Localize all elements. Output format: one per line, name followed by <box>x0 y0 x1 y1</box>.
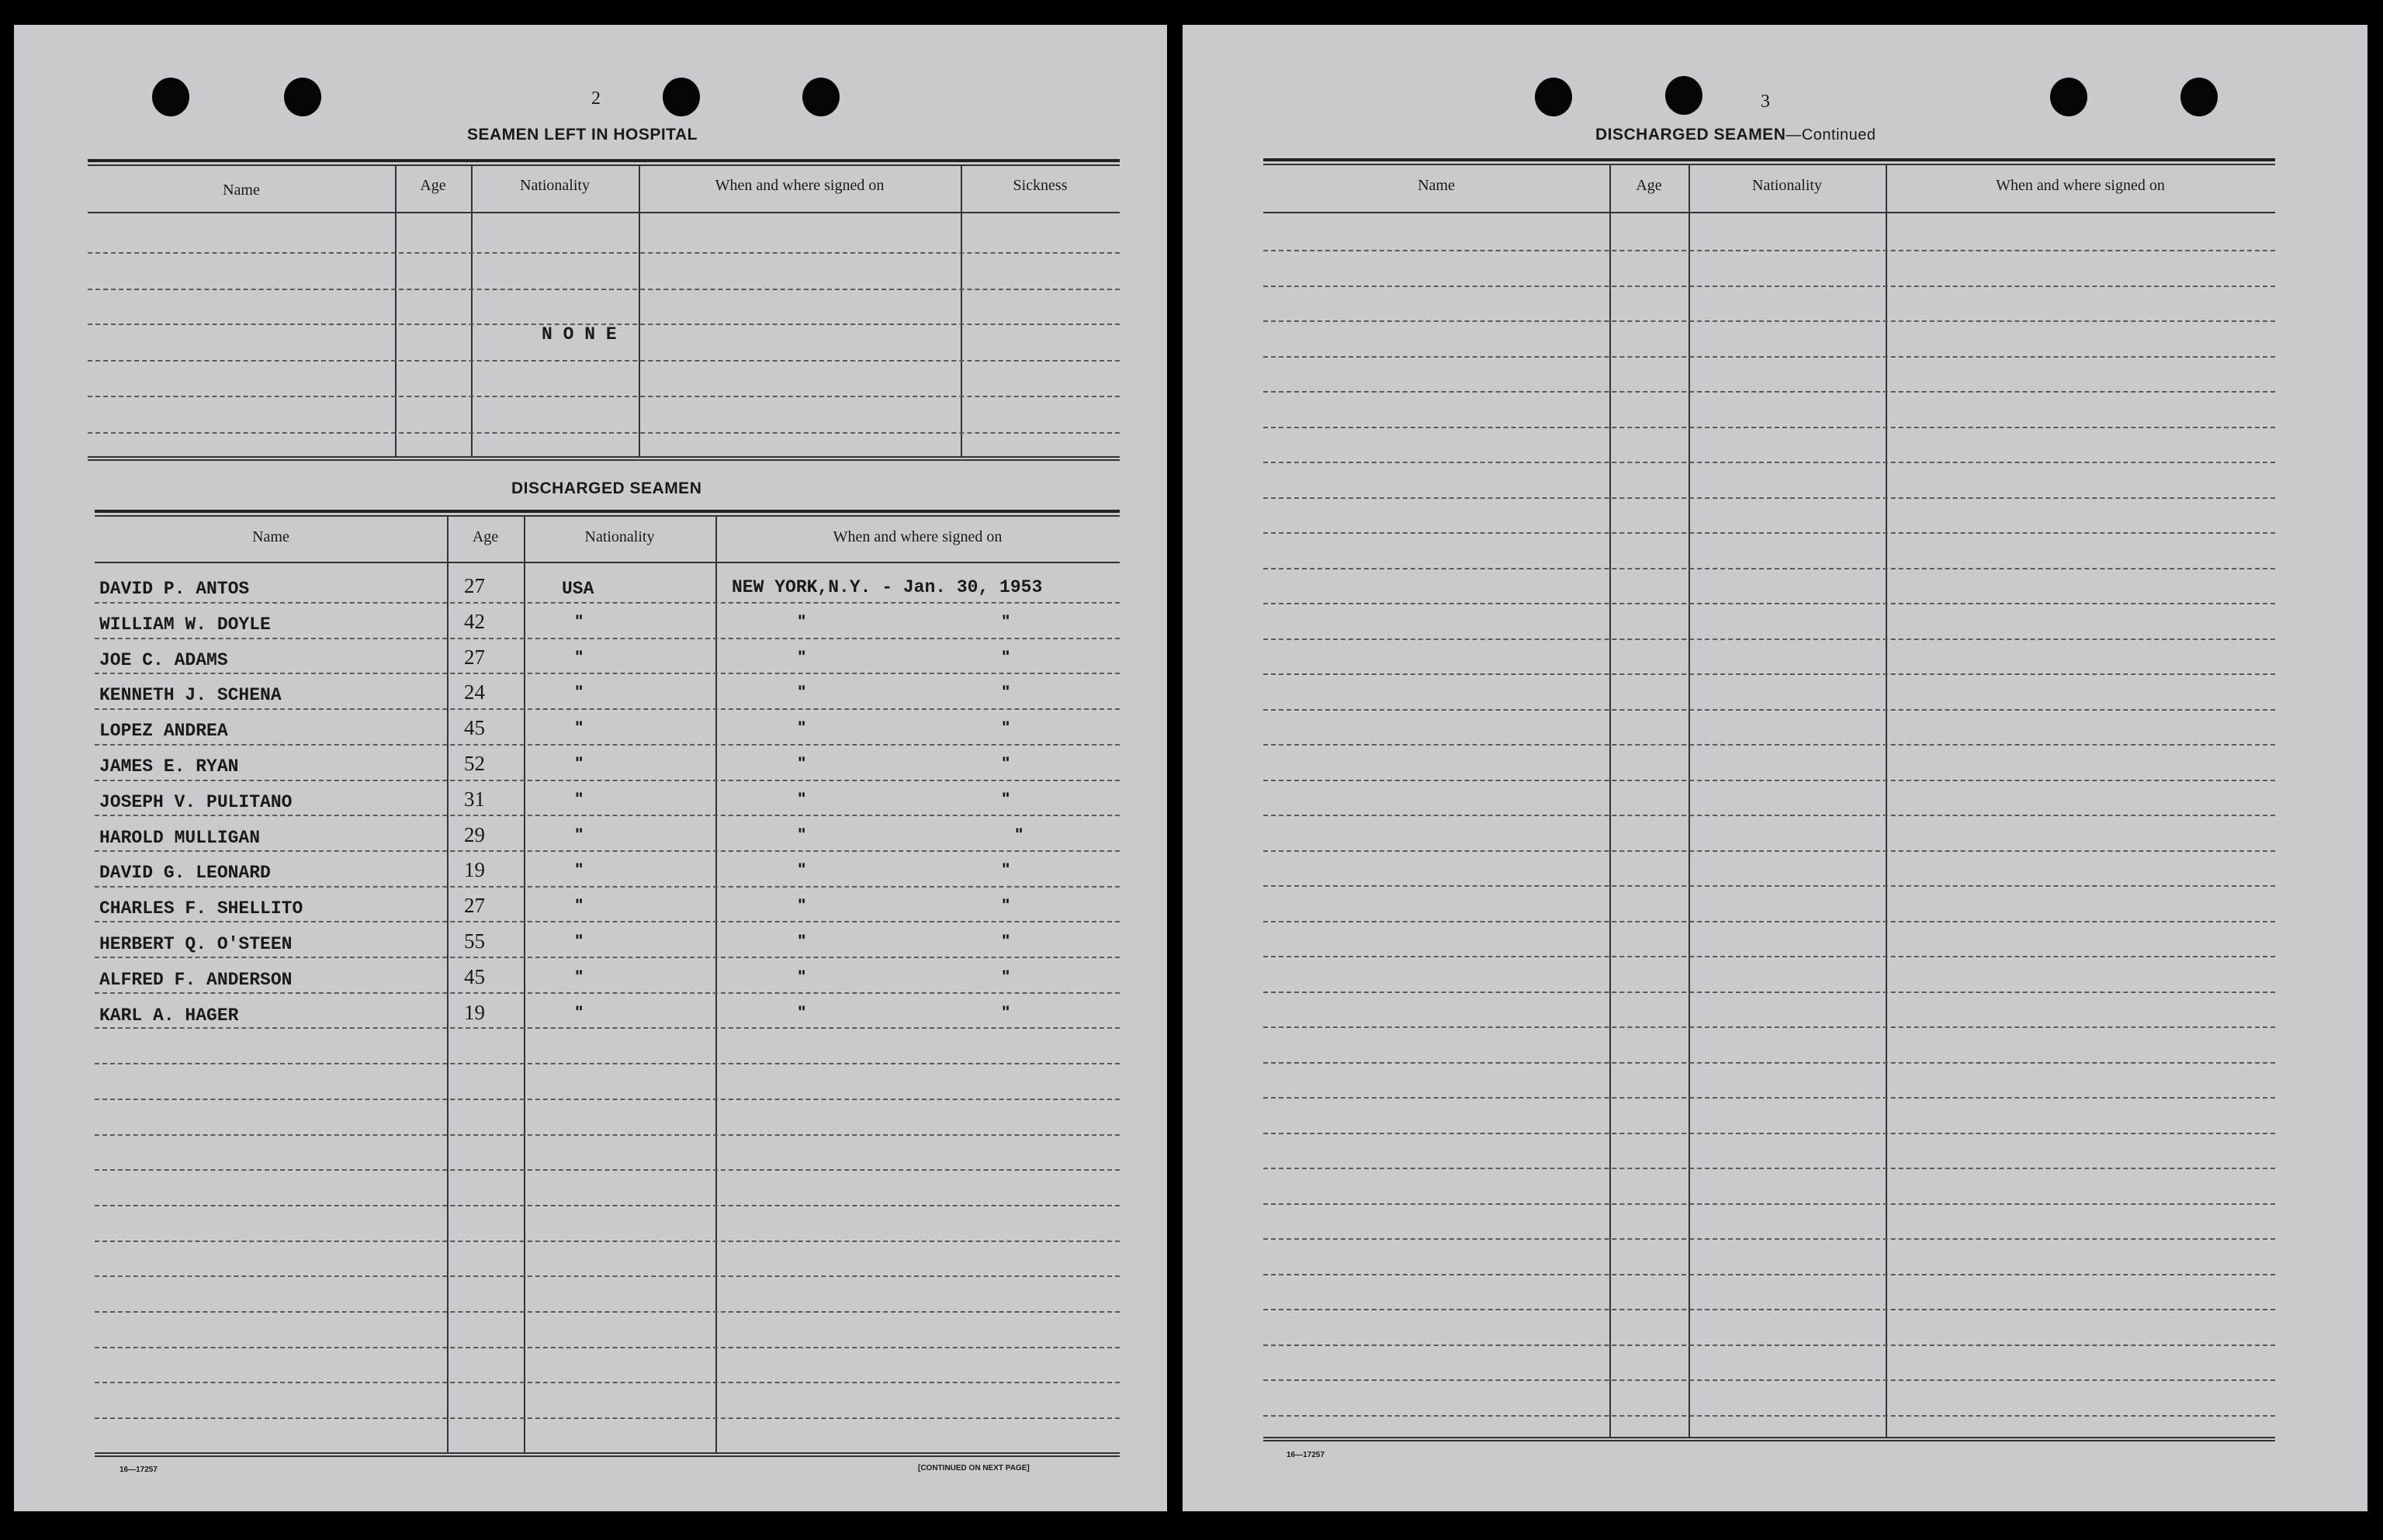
seaman-name: JOSEPH V. PULITANO <box>99 792 293 812</box>
ditto-mark: " <box>798 718 806 737</box>
right-page <box>1183 25 2367 1511</box>
seaman-age: 27 <box>464 645 485 669</box>
ruled-line <box>95 815 1120 816</box>
ruled-line <box>95 673 1120 674</box>
ruled-line <box>95 921 1120 922</box>
ruled-line <box>1263 1133 2275 1134</box>
ruled-line <box>1263 391 2275 393</box>
ditto-mark: " <box>798 682 806 701</box>
seaman-name: HAROLD MULLIGAN <box>99 828 261 848</box>
ruled-line <box>95 638 1120 639</box>
ditto-mark: " <box>575 611 584 631</box>
seaman-name: ALFRED F. ANDERSON <box>99 970 293 990</box>
ditto-mark: " <box>1002 931 1010 950</box>
ditto-mark: " <box>798 611 806 631</box>
ditto-mark: " <box>1015 825 1024 844</box>
ruled-line <box>1263 1062 2275 1064</box>
ditto-mark: " <box>1002 895 1010 915</box>
continued-title-main: DISCHARGED SEAMEN <box>1595 126 1786 144</box>
ditto-mark: " <box>575 931 584 950</box>
seaman-age: 45 <box>464 965 485 988</box>
seaman-name: KARL A. HAGER <box>99 1005 239 1026</box>
ruled-line <box>1263 673 2275 675</box>
ditto-mark: " <box>798 753 806 773</box>
ruled-line <box>95 992 1120 994</box>
seaman-age: 27 <box>464 894 485 917</box>
ruled-line <box>1263 1097 2275 1099</box>
seaman-name: HERBERT Q. O'STEEN <box>99 934 293 954</box>
punch-hole <box>284 78 321 116</box>
punch-hole <box>2180 78 2218 116</box>
ditto-mark: " <box>1002 789 1010 808</box>
ditto-mark: " <box>575 682 584 701</box>
ruled-line <box>1263 603 2275 604</box>
seaman-name: KENNETH J. SCHENA <box>99 685 282 705</box>
ditto-mark: " <box>798 825 806 844</box>
ditto-mark: " <box>575 967 584 986</box>
ditto-mark: " <box>1002 647 1010 666</box>
ditto-mark: " <box>798 789 806 808</box>
ruled-line <box>95 1134 1120 1136</box>
punch-hole <box>663 78 700 116</box>
form-number: 16—17257 <box>1287 1451 1325 1459</box>
ruled-line <box>95 1205 1120 1206</box>
ruled-line <box>1263 320 2275 322</box>
ruled-line <box>95 1382 1120 1383</box>
ruled-line <box>1263 921 2275 922</box>
continued-col-nationality: Nationality <box>1752 177 1822 194</box>
form-number: 16—17257 <box>119 1466 158 1474</box>
page-number: 3 <box>1761 92 1770 112</box>
ditto-mark: " <box>798 895 806 915</box>
ruled-line <box>1263 250 2275 251</box>
ditto-mark: " <box>1002 967 1010 986</box>
seaman-age: 45 <box>464 716 485 739</box>
hospital-col-age: Age <box>420 177 446 194</box>
ditto-mark: " <box>575 647 584 666</box>
continued-col-signed-on: When and where signed on <box>1996 177 2165 194</box>
seaman-name: JOE C. ADAMS <box>99 650 228 670</box>
ruled-line <box>1263 497 2275 499</box>
ruled-line <box>1263 1309 2275 1310</box>
ruled-line <box>95 602 1120 604</box>
ditto-mark: " <box>1002 718 1010 737</box>
ditto-mark: " <box>798 860 806 879</box>
ruled-line <box>95 886 1120 888</box>
discharged-col-age: Age <box>472 528 499 545</box>
seaman-signed-on: NEW YORK,N.Y. - Jan. 30, 1953 <box>732 577 1043 597</box>
punch-hole <box>152 78 189 116</box>
ruled-line <box>1263 885 2275 887</box>
ruled-line <box>1263 462 2275 463</box>
seaman-age: 19 <box>464 1001 485 1024</box>
ruled-line <box>1263 744 2275 746</box>
ruled-line <box>1263 356 2275 358</box>
continued-section-title <box>1595 126 1876 144</box>
ruled-line <box>1263 638 2275 640</box>
seaman-age: 52 <box>464 752 485 775</box>
ditto-mark: " <box>1002 611 1010 631</box>
hospital-section-title: SEAMEN LEFT IN HOSPITAL <box>467 126 698 144</box>
hospital-col-nationality: Nationality <box>520 177 590 194</box>
ruled-line <box>95 744 1120 746</box>
ruled-line <box>1263 532 2275 534</box>
ruled-line <box>1263 286 2275 287</box>
seaman-name: WILLIAM W. DOYLE <box>99 614 271 635</box>
ruled-line <box>95 850 1120 852</box>
ditto-mark: " <box>798 967 806 986</box>
ditto-mark: " <box>575 825 584 844</box>
punch-hole <box>1665 76 1702 115</box>
punch-hole <box>2050 78 2087 116</box>
ruled-line <box>1263 815 2275 816</box>
seaman-name: CHARLES F. SHELLITO <box>99 898 303 919</box>
ruled-line <box>1263 1168 2275 1169</box>
hospital-col-sickness: Sickness <box>1013 177 1068 194</box>
ditto-mark: " <box>575 753 584 773</box>
discharged-col-signed-on: When and where signed on <box>833 528 1003 545</box>
ditto-mark: " <box>575 895 584 915</box>
ditto-mark: " <box>575 860 584 879</box>
seaman-age: 31 <box>464 787 485 811</box>
punch-hole <box>1535 78 1572 116</box>
hospital-col-name: Name <box>223 182 260 199</box>
ruled-line <box>1263 956 2275 957</box>
ruled-line <box>95 1417 1120 1419</box>
ditto-mark: " <box>575 789 584 808</box>
seaman-age: 42 <box>464 610 485 633</box>
seaman-age: 27 <box>464 574 485 597</box>
ruled-line <box>95 1099 1120 1100</box>
seaman-nationality: USA <box>562 579 594 599</box>
ruled-line <box>1263 850 2275 852</box>
ruled-line <box>1263 1379 2275 1381</box>
seaman-name: DAVID P. ANTOS <box>99 579 250 599</box>
ruled-line <box>1263 1415 2275 1417</box>
ruled-line <box>1263 1274 2275 1275</box>
ditto-mark: " <box>1002 860 1010 879</box>
ditto-mark: " <box>575 718 584 737</box>
ditto-mark: " <box>798 647 806 666</box>
seaman-age: 19 <box>464 858 485 881</box>
punch-hole <box>802 78 840 116</box>
discharged-col-nationality: Nationality <box>584 528 655 545</box>
ruled-line <box>95 1169 1120 1171</box>
continued-col-name: Name <box>1418 177 1455 194</box>
seaman-age: 24 <box>464 680 485 704</box>
ruled-line <box>1263 1344 2275 1346</box>
seaman-age: 55 <box>464 929 485 953</box>
ditto-mark: " <box>575 1002 584 1022</box>
ruled-line <box>1263 1203 2275 1205</box>
ditto-mark: " <box>798 1002 806 1022</box>
ruled-line <box>95 1311 1120 1313</box>
ruled-line <box>1263 780 2275 781</box>
ruled-line <box>95 1241 1120 1242</box>
ruled-line <box>1263 427 2275 428</box>
continued-note: [CONTINUED ON NEXT PAGE] <box>918 1464 1030 1473</box>
ruled-line <box>1263 991 2275 993</box>
ditto-mark: " <box>1002 753 1010 773</box>
ditto-mark: " <box>1002 1002 1010 1022</box>
ruled-line <box>95 780 1120 781</box>
continued-title-suffix: —Continued <box>1786 126 1876 144</box>
ruled-line <box>95 1027 1120 1029</box>
ruled-line <box>1263 568 2275 569</box>
ruled-line <box>1263 709 2275 711</box>
ruled-line <box>95 1347 1120 1348</box>
seaman-name: LOPEZ ANDREA <box>99 721 228 741</box>
hospital-none-entry: N O N E <box>542 324 617 344</box>
discharged-section-title: DISCHARGED SEAMEN <box>511 479 702 497</box>
discharged-col-name: Name <box>252 528 289 545</box>
ditto-mark: " <box>798 931 806 950</box>
seaman-name: DAVID G. LEONARD <box>99 863 271 883</box>
seaman-age: 29 <box>464 823 485 846</box>
ruled-line <box>1263 1238 2275 1240</box>
ruled-line <box>95 1275 1120 1277</box>
ruled-line <box>1263 1026 2275 1028</box>
page-number: 2 <box>591 88 601 109</box>
ruled-line <box>95 1063 1120 1064</box>
ruled-line <box>95 957 1120 958</box>
ruled-line <box>95 708 1120 710</box>
hospital-col-signed-on: When and where signed on <box>715 177 885 194</box>
left-page <box>14 25 1167 1511</box>
ditto-mark: " <box>1002 682 1010 701</box>
seaman-name: JAMES E. RYAN <box>99 756 239 777</box>
continued-col-age: Age <box>1636 177 1662 194</box>
